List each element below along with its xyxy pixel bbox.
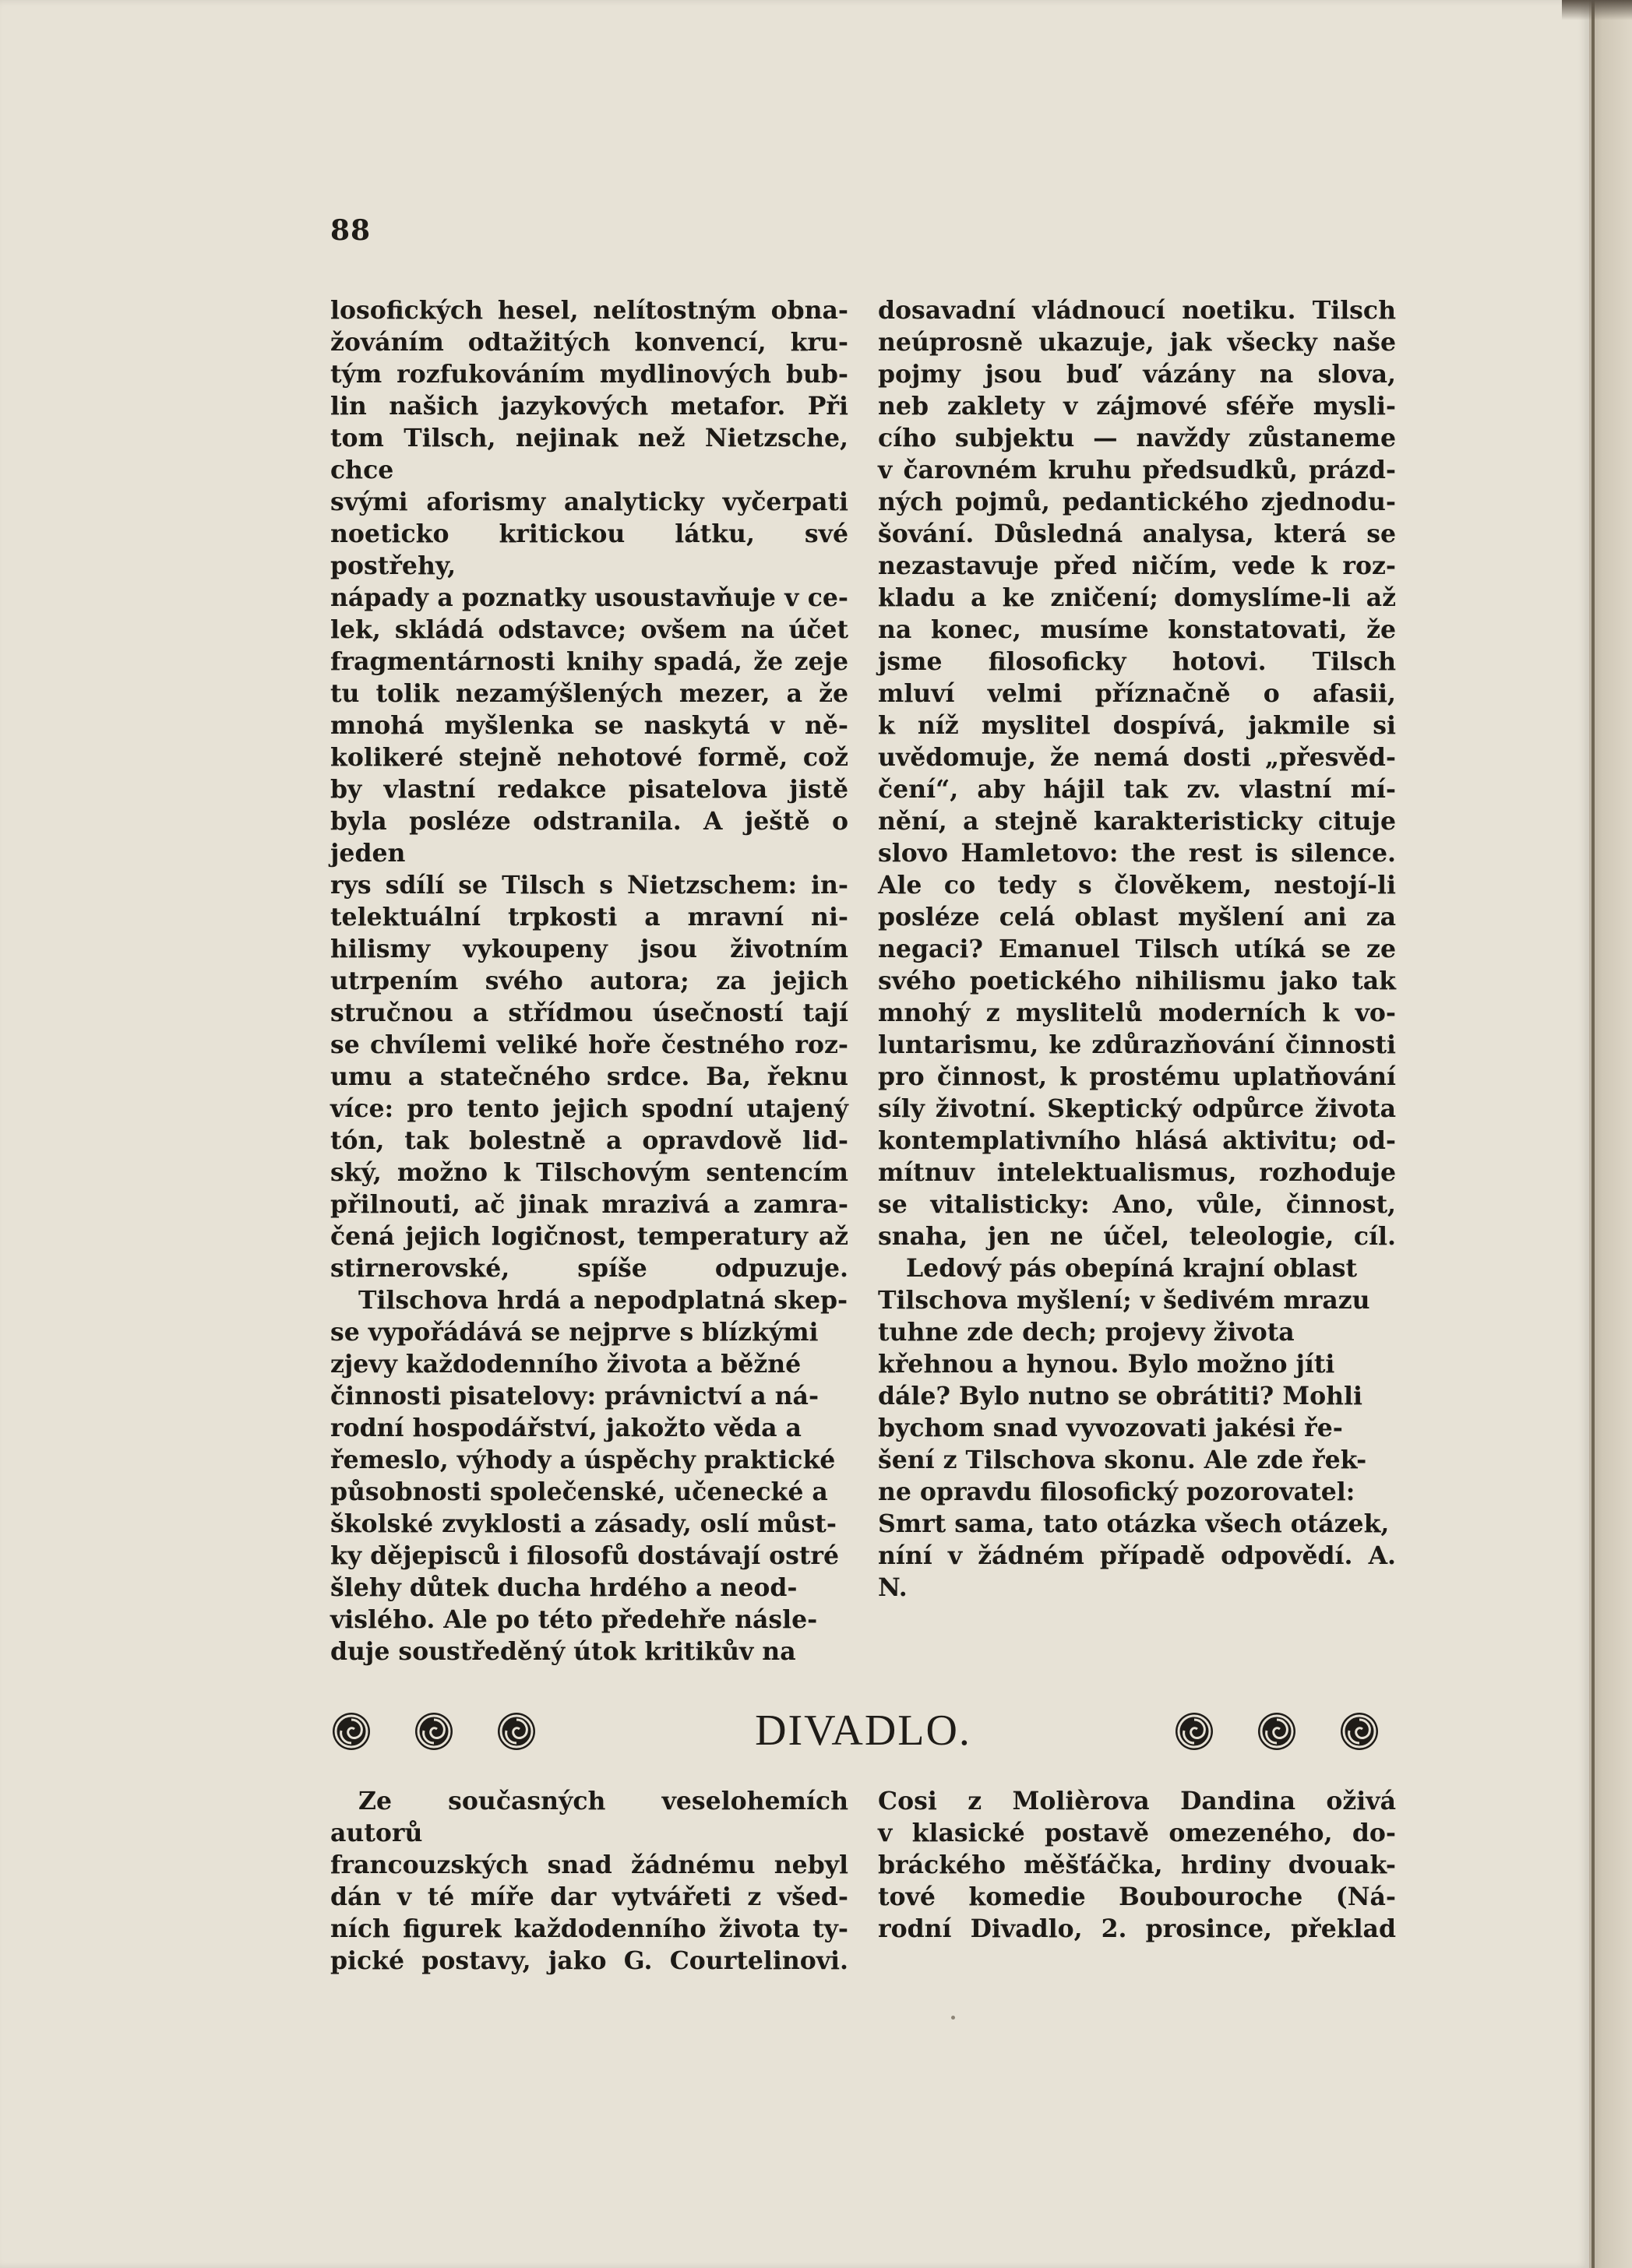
paragraph: Ze současných veselohemích autorů francouzských snad žádnému nebyl dán v té míře dar vytvářeti z všed- ních figurek každodenního života ty- pické postavy, jako G. Courtelinovi. bbox=[330, 1787, 848, 1975]
section-title: DIVADLO. bbox=[755, 1706, 971, 1755]
spiral-rosette-icon bbox=[1256, 1710, 1298, 1752]
paper-speck bbox=[951, 2016, 955, 2020]
article-left-column bbox=[330, 294, 848, 1668]
section-heading bbox=[330, 1706, 1396, 1757]
paragraph: dosavadní vládnoucí noetiku. Tilsch neúprosně ukazuje, jak všecky naše pojmy jsou buď vázány na slova, neb zaklety v zájmové sféře mysli- cího subjektu — navždy zůstaneme v čarovném kruhu předsudků, prázd- ných pojmů, pedantického zjednodu- šování. Důsledná analysa, která se nezastavuje před ničím, vede k roz- kladu a ke zničení; domyslíme-li až na konec, musíme konstatovati, že jsme filosoficky hotovi. Tilsch mluví velmi příznačně o afasii, k níž myslitel dospívá, jakmile si uvědomuje, že nemá dosti „přesvěd- čení“, aby hájil tak zv. vlastní mí- nění, a stejně karakteristicky cituje slovo Hamletovo: the rest is silence. Ale co tedy s člověkem, nestojí-li posléze celá oblast myšlení ani za negaci? Emanuel Tilsch utíká se ze svého poetického nihilismu jako tak mnohý z myslitelů moderních k vo- luntarismu, ke zdůrazňování činnosti pro činnost, k prostému uplatňování síly životní. Skeptický odpůrce života kontemplativního hlásá aktivitu; od- mítnuv intelektualismus, rozhoduje se vitalisticky: Ano, vůle, činnost, snaha, jen ne účel, teleologie, cíl. bbox=[878, 296, 1396, 1251]
theatre-left-column bbox=[330, 1785, 848, 1977]
scan-corner-shadow bbox=[1562, 0, 1632, 20]
spiral-rosette-icon bbox=[1338, 1710, 1380, 1752]
article-right-column bbox=[878, 294, 1396, 1604]
paragraph: Ledový pás obepíná krajní oblast Tilschova myšlení; v šedivém mrazu tuhne zde dech; projevy života křehnou a hynou. Bylo možno jíti dále? Bylo nutno se obrátiti? Mohli bychom snad vyvozovati jakési ře- šení z Tilschova skonu. Ale zde řek- ne opravdu filosofický pozorovatel: Smrt sama, tato otázka všech otázek, níní v žádném případě odpovědí. A. N. bbox=[878, 1254, 1396, 1602]
paragraph: Tilschova hrdá a nepodplatná skep- se vypořádává se nejprve s blízkými zjevy každodenního života a běžné činnosti pisatelovy: právnictví a ná- rodní hospodářství, jakožto věda a řemeslo, výhody a úspěchy praktické působnosti společenské, učenecké a školské zvyklosti a zásady, oslí můst- ky dějepisců i filosofů dostávají ostré šlehy důtek ducha hrdého a neod- vislého. Ale po této předehře násle- duje soustředěný útok kritikův na bbox=[330, 1286, 848, 1666]
page-edge bbox=[1589, 0, 1632, 2268]
theatre-right-column bbox=[878, 1785, 1396, 1945]
binding-line bbox=[1591, 0, 1595, 2268]
paragraph: losofických hesel, nelítostným obna- žováním odtažitých konvencí, kru- tým rozfukováním mydlinových bub- lin našich jazykových metafor. Při tom Tilsch, nejinak než Nietzsche, chce svými aforismy analyticky vyčerpati noeticko kritickou látku, své postřehy, nápady a poznatky usoustavňuje v ce- lek, skládá odstavce; ovšem na účet fragmentárnosti knihy spadá, že zeje tu tolik nezamýšlených mezer, a že mnohá myšlenka se naskytá v ně- kolikeré stejně nehotové formě, což by vlastní redakce pisatelova jistě byla posléze odstranila. A ještě o jeden rys sdílí se Tilsch s Nietzschem: in- telektuální trpkosti a mravní ni- hilismy vykoupeny jsou životním utrpením svého autora; za jejich stručnou a střídmou úsečností tají se chvílemi veliké hoře čestného roz- umu a statečného srdce. Ba, řeknu více: pro tento jejich spodní utajený tón, tak bolestně a opravdově lid- ský, možno k Tilschovým sentencím přilnouti, ač jinak mrazivá a zamra- čená jejich logičnost, temperatury až stirnerovské, spíše odpuzuje. bbox=[330, 296, 848, 1283]
page-number: 88 bbox=[330, 214, 372, 247]
spiral-rosette-icon bbox=[1173, 1710, 1215, 1752]
paragraph: Cosi z Molièrova Dandina oživá v klasické postavě omezeného, do- bráckého měšťáčka, hrdiny dvouak- tové komedie Boubouroche (Ná- rodní Divadlo, 2. prosince, překlad bbox=[878, 1787, 1396, 1943]
